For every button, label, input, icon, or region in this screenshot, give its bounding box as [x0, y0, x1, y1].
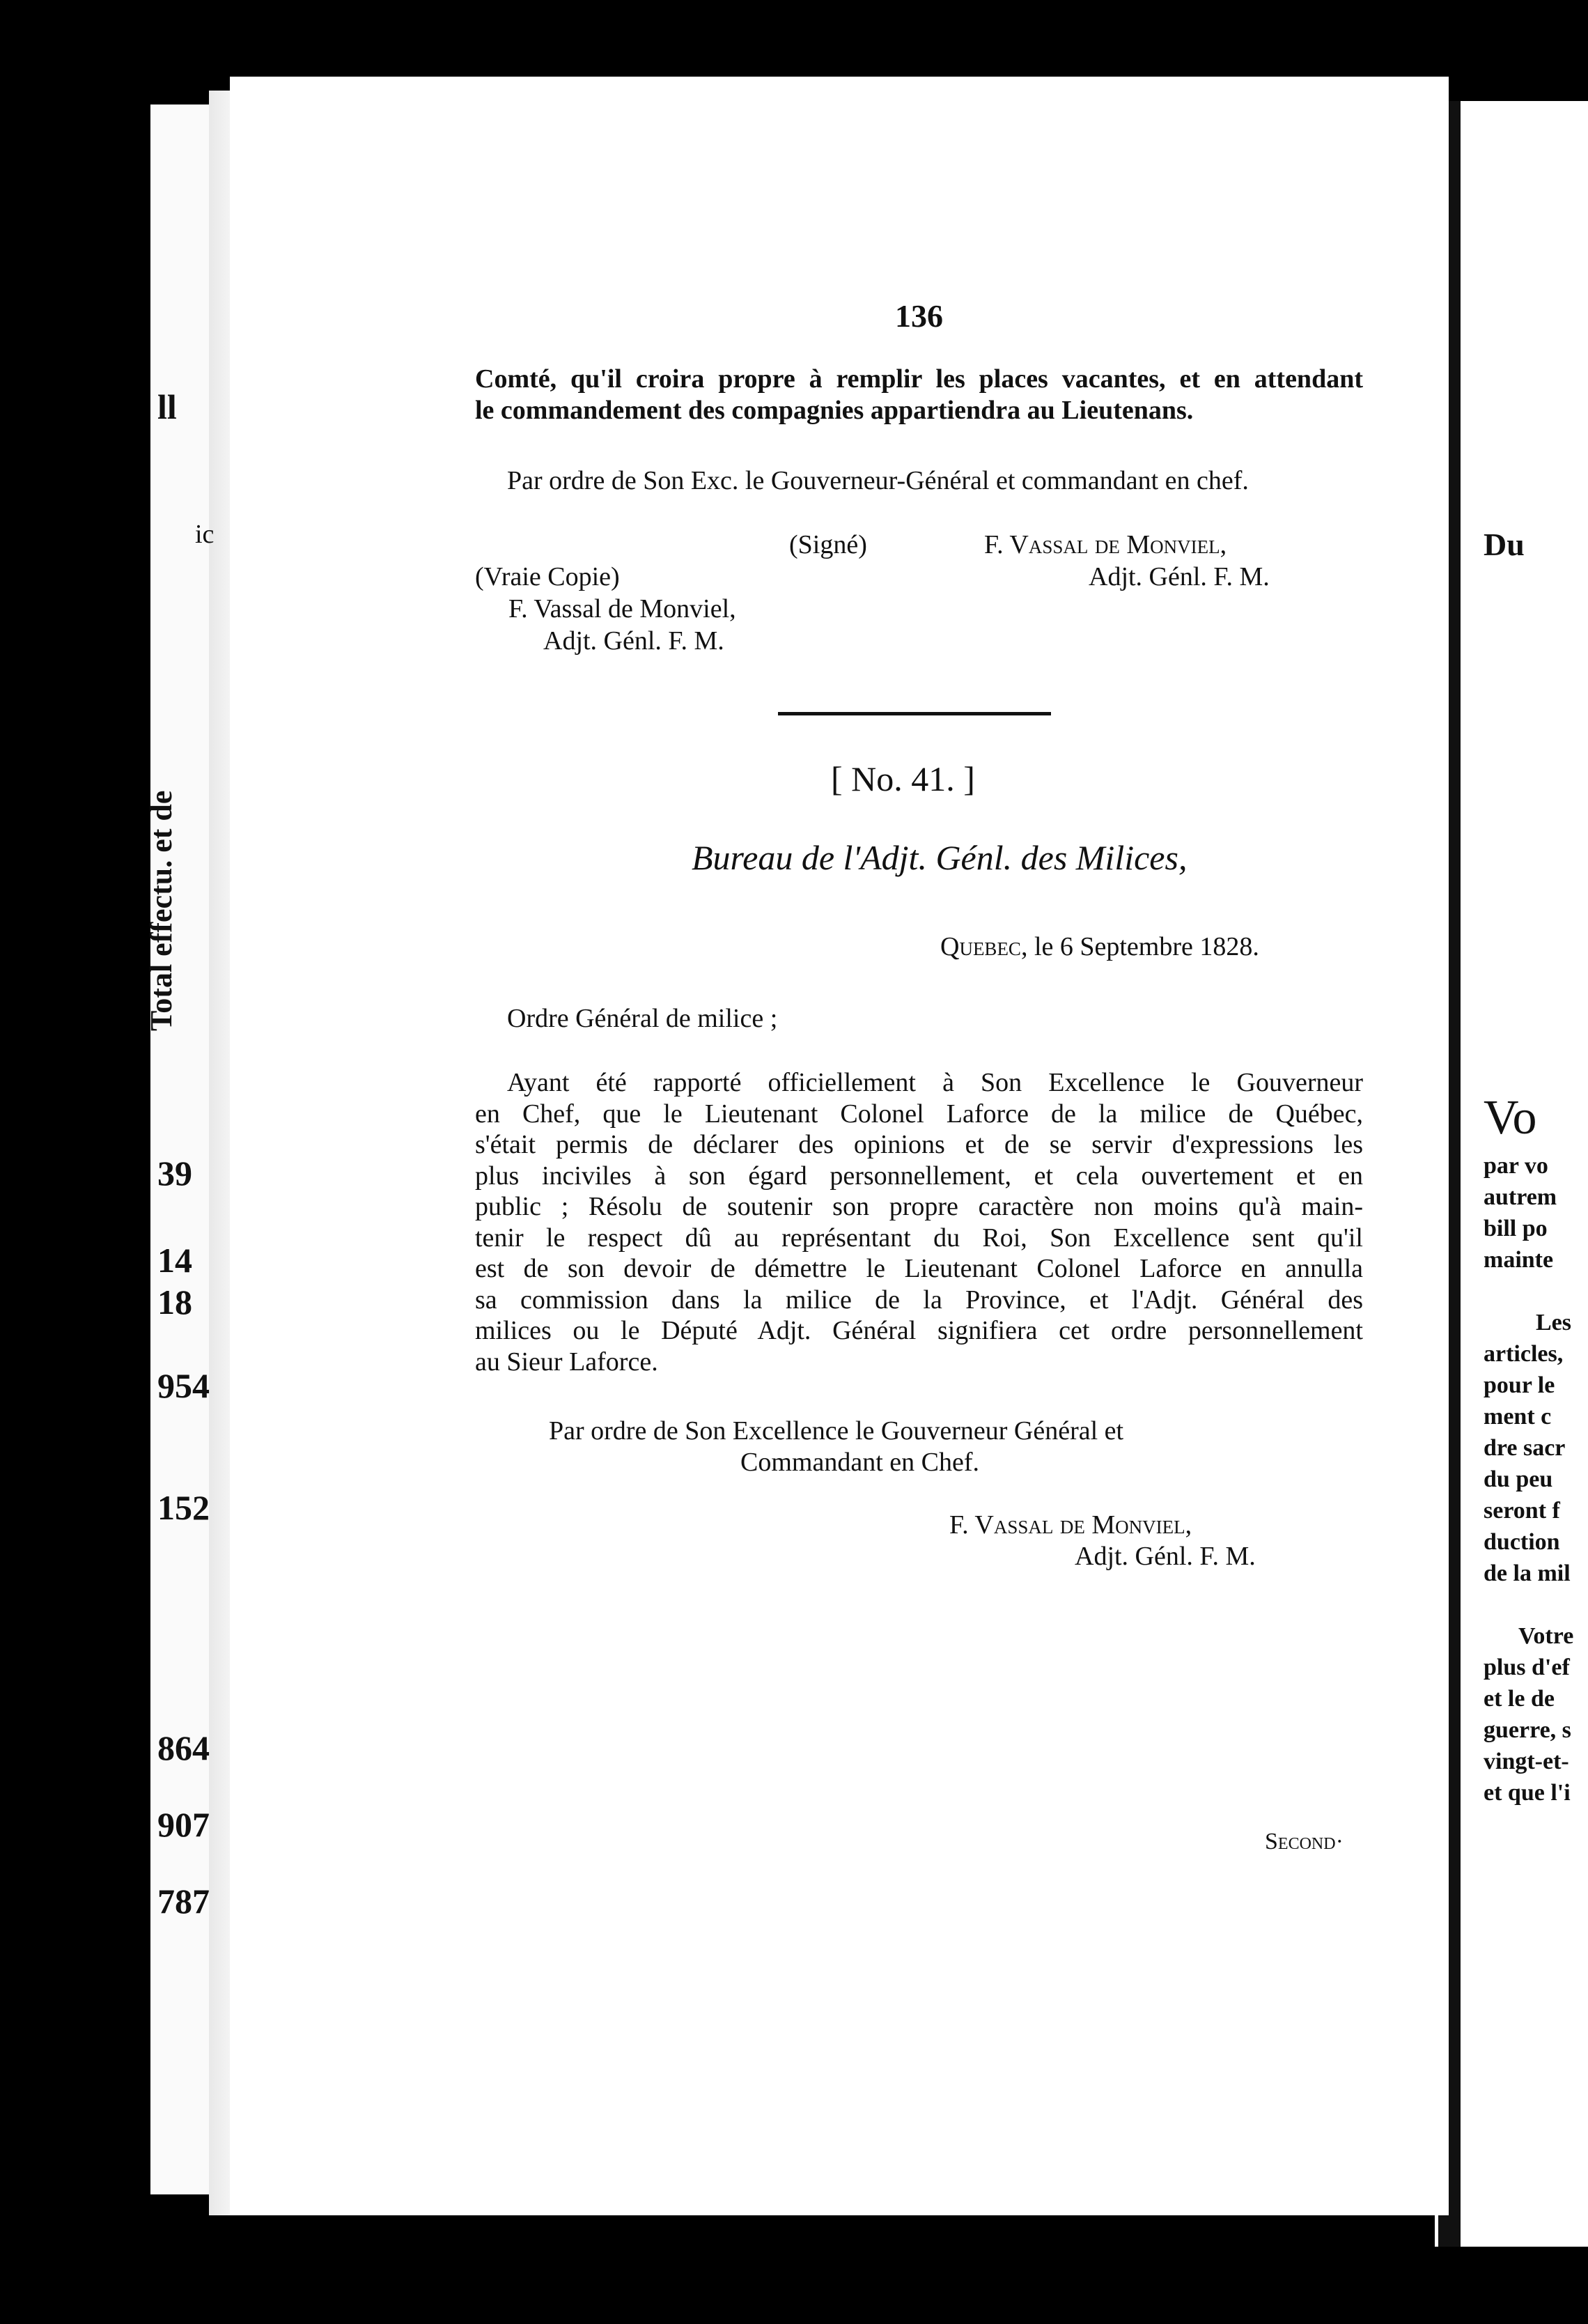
- body-line: s'était permis de déclarer des opinions et de se servir d'expressions les: [475, 1130, 1363, 1159]
- place: Quebec,: [940, 932, 1028, 961]
- body-line: Ayant été rapporté officiellement à Son Excellence le Gouverneur: [507, 1068, 1363, 1097]
- right-page-line: guerre, s: [1484, 1717, 1571, 1743]
- text-line: Comté, qu'il croira propre à remplir les places vacantes, et en attendant: [475, 364, 1363, 394]
- right-page-line: seront f: [1484, 1498, 1560, 1524]
- copy-signer-name: F. Vassal de Monviel,: [508, 594, 736, 623]
- signe-label: (Signé): [789, 530, 867, 559]
- right-page-line: vingt-et-: [1484, 1749, 1569, 1774]
- catchword: Second·: [1265, 1829, 1344, 1854]
- salutation: Ordre Général de milice ;: [507, 1004, 778, 1033]
- order-body: [475, 1067, 1363, 1377]
- body-line: au Sieur Laforce.: [475, 1347, 658, 1377]
- date: le 6 Septembre 1828.: [1034, 932, 1259, 961]
- signer-name: F. Vassal de Monviel,: [984, 530, 1227, 559]
- strip-fragment: 39: [157, 1154, 192, 1193]
- closing-line: Commandant en Chef.: [740, 1448, 979, 1477]
- body-line: tenir le respect dû au représentant du Roi, Son Excellence sent qu'il: [475, 1223, 1363, 1253]
- right-page-line: bill po: [1484, 1216, 1548, 1241]
- strip-fragment: 152: [157, 1488, 210, 1527]
- right-page-line: dre sacr: [1484, 1435, 1566, 1461]
- right-page-line: pour le: [1484, 1372, 1555, 1398]
- page-number: 136: [895, 298, 943, 334]
- body-line: est de son devoir de démettre le Lieutenant Colonel Laforce en annulla: [475, 1254, 1363, 1283]
- signature-title: Adjt. Génl. F. M.: [1075, 1542, 1256, 1571]
- text-line: le commandement des compagnies appartiendra au Lieutenans.: [475, 395, 1194, 425]
- body-line: plus inciviles à son égard personnellement, et cela ouvertement et en: [475, 1161, 1363, 1191]
- body-line: en Chef, que le Lieutenant Colonel Laforce de la milice de Québec,: [475, 1099, 1363, 1129]
- right-page-line: et le de: [1484, 1686, 1555, 1712]
- right-page-line: par vo: [1484, 1153, 1548, 1179]
- strip-fragment: 787: [157, 1882, 210, 1921]
- strip-fragment: 907: [157, 1805, 210, 1844]
- right-page-line: de la mil: [1484, 1560, 1571, 1586]
- strip-fragment: 954: [157, 1366, 210, 1405]
- right-page-line: Vo: [1484, 1091, 1537, 1145]
- separator-rule: [778, 712, 1051, 715]
- copy-signer-title: Adjt. Génl. F. M.: [543, 626, 724, 656]
- strip-fragment: 14: [157, 1241, 192, 1280]
- body-line: milices ou le Député Adjt. Général signifiera cet ordre personnellement: [475, 1316, 1363, 1345]
- place-date: [940, 931, 1259, 962]
- order-number: [ No. 41. ]: [831, 759, 975, 798]
- right-page-line: Votre: [1518, 1623, 1574, 1649]
- right-page-line: et que l'i: [1484, 1780, 1571, 1806]
- body-line: sa commission dans la milice de la Province, et l'Adjt. Général des: [475, 1285, 1363, 1315]
- strip-fragment: ll: [157, 387, 177, 426]
- signer-title: Adjt. Génl. F. M.: [1089, 562, 1270, 591]
- bureau-heading: Bureau de l'Adjt. Génl. des Milices,: [692, 838, 1188, 877]
- right-page-line: Du: [1484, 527, 1525, 562]
- previous-order-text: [475, 364, 1363, 426]
- right-page-line: Les: [1536, 1310, 1571, 1335]
- right-page-line: du peu: [1484, 1466, 1553, 1492]
- closing-line: Par ordre de Son Excellence le Gouverneur Général et: [549, 1416, 1124, 1446]
- par-ordre-line: Par ordre de Son Exc. le Gouverneur-Général et commandant en chef.: [507, 466, 1249, 495]
- body-line: public ; Résolu de soutenir son propre caractère non moins qu'à main-: [475, 1192, 1363, 1221]
- right-page-line: plus d'ef: [1484, 1655, 1570, 1680]
- strip-fragment: ic: [195, 520, 215, 549]
- right-page-line: articles,: [1484, 1341, 1564, 1367]
- strip-fragment: 18: [157, 1283, 192, 1322]
- right-page-line: mainte: [1484, 1247, 1554, 1273]
- strip-vertical-text: Total effectu. et de: [144, 790, 178, 1031]
- right-page-line: duction: [1484, 1529, 1560, 1555]
- signature-name: F. Vassal de Monviel,: [949, 1510, 1192, 1540]
- strip-fragment: 864: [157, 1728, 210, 1767]
- right-page-line: ment c: [1484, 1404, 1552, 1430]
- vraie-copie-label: (Vraie Copie): [475, 562, 620, 591]
- right-page-line: autrem: [1484, 1184, 1557, 1210]
